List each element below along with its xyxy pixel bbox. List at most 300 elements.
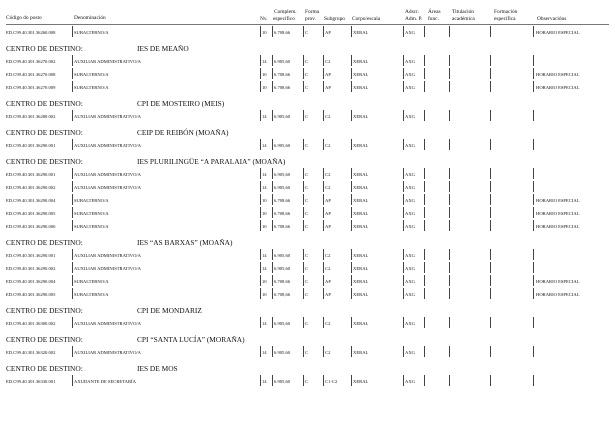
column-divider: [72, 194, 73, 205]
column-divider: [490, 55, 491, 66]
position-adscription: AXG: [405, 30, 415, 35]
column-divider: [323, 168, 324, 179]
column-divider: [403, 139, 404, 150]
column-divider: [490, 139, 491, 150]
column-divider: [351, 249, 352, 260]
column-divider: [403, 26, 404, 37]
column-divider: [490, 168, 491, 179]
position-denomination: AUXILIAR ADMINISTRATIVO/A: [74, 350, 141, 355]
column-divider: [533, 194, 534, 205]
position-form: C: [305, 292, 309, 297]
table-row: [6, 274, 609, 287]
section-heading: [6, 151, 609, 167]
column-divider: [533, 26, 534, 37]
position-subgroup: AP: [325, 72, 331, 77]
header-adsc-top: Adscr.: [405, 9, 419, 15]
position-corps: XERAL: [353, 321, 369, 326]
column-divider: [449, 262, 450, 273]
column-divider: [533, 139, 534, 150]
column-divider: [323, 55, 324, 66]
column-divider: [323, 249, 324, 260]
column-divider: [260, 317, 261, 328]
column-divider: [533, 68, 534, 79]
position-form: C: [305, 211, 309, 216]
column-divider: [449, 68, 450, 79]
position-code: ED.C99.40.301.36330.001: [6, 379, 56, 384]
position-corps: XERAL: [353, 30, 369, 35]
position-observations: HORARIO ESPECIAL: [536, 85, 580, 90]
section-label: CENTRO DE DESTINO:: [6, 157, 83, 166]
column-divider: [72, 220, 73, 231]
position-code: ED.C99.40.301.36320.002: [6, 350, 56, 355]
position-level: 14: [262, 185, 267, 190]
column-divider: [303, 68, 304, 79]
column-divider: [272, 168, 273, 179]
column-divider: [403, 181, 404, 192]
column-divider: [351, 262, 352, 273]
position-form: C: [305, 279, 309, 284]
column-divider: [323, 220, 324, 231]
position-code: ED.C99.40.301.36270.002: [6, 59, 56, 64]
position-denomination: AUXILIAR ADMINISTRATIVO/A: [74, 143, 141, 148]
position-adscription: AXG: [405, 172, 415, 177]
position-subgroup: C2: [325, 172, 331, 177]
position-complement: 6.905,60: [274, 321, 291, 326]
column-divider: [449, 207, 450, 218]
position-denomination: SUBALTERNO/A: [74, 85, 109, 90]
position-adscription: AXG: [405, 253, 415, 258]
column-divider: [490, 207, 491, 218]
column-divider: [323, 346, 324, 357]
column-divider: [403, 194, 404, 205]
column-divider: [272, 194, 273, 205]
column-divider: [403, 317, 404, 328]
position-form: C: [305, 185, 309, 190]
position-corps: XERAL: [353, 59, 369, 64]
position-code: ED.C99.40.301.36270.009: [6, 85, 56, 90]
position-corps: XERAL: [353, 198, 369, 203]
column-divider: [323, 275, 324, 286]
section-center-name: IES “AS BARXAS” (MOAÑA): [137, 238, 233, 247]
position-form: C: [305, 85, 309, 90]
section-heading: [6, 93, 609, 109]
position-denomination: AUXILIAR ADMINISTRATIVO/A: [74, 266, 141, 271]
column-divider: [303, 181, 304, 192]
position-denomination: SUBALTERNO/A: [74, 30, 109, 35]
column-divider: [303, 317, 304, 328]
position-form: C: [305, 350, 309, 355]
column-divider: [323, 68, 324, 79]
column-divider: [424, 81, 425, 92]
position-corps: XERAL: [353, 72, 369, 77]
column-divider: [272, 262, 273, 273]
column-divider: [403, 81, 404, 92]
position-form: C: [305, 224, 309, 229]
position-level: 14: [262, 266, 267, 271]
table-row: [6, 54, 609, 67]
column-divider: [303, 207, 304, 218]
header-areas-top: Áreas: [428, 9, 441, 15]
column-divider: [272, 26, 273, 37]
column-divider: [323, 375, 324, 386]
position-form: C: [305, 198, 309, 203]
position-observations: HORARIO ESPECIAL: [536, 30, 580, 35]
position-adscription: AXG: [405, 350, 415, 355]
position-denomination: SUBALTERNO/A: [74, 279, 109, 284]
position-subgroup: C2: [325, 253, 331, 258]
column-divider: [533, 55, 534, 66]
position-corps: XERAL: [353, 185, 369, 190]
column-divider: [323, 207, 324, 218]
position-corps: XERAL: [353, 350, 369, 355]
column-divider: [490, 346, 491, 357]
column-divider: [260, 110, 261, 121]
position-subgroup: C2: [325, 350, 331, 355]
section-heading: [6, 329, 609, 345]
column-divider: [260, 194, 261, 205]
position-form: C: [305, 59, 309, 64]
table-row: [6, 167, 609, 180]
column-divider: [303, 249, 304, 260]
column-divider: [323, 288, 324, 299]
section-label: CENTRO DE DESTINO:: [6, 335, 83, 344]
column-divider: [533, 181, 534, 192]
column-divider: [533, 249, 534, 260]
table-row: [6, 374, 609, 387]
column-divider: [490, 194, 491, 205]
position-complement: 6.708,66: [274, 30, 291, 35]
column-divider: [272, 55, 273, 66]
position-complement: 6.708,66: [274, 224, 291, 229]
column-divider: [403, 110, 404, 121]
column-divider: [424, 194, 425, 205]
column-divider: [533, 81, 534, 92]
column-divider: [424, 249, 425, 260]
column-divider: [424, 168, 425, 179]
position-code: ED.C99.40.301.36290.001: [6, 253, 56, 258]
column-divider: [272, 317, 273, 328]
column-divider: [351, 68, 352, 79]
position-adscription: AXG: [405, 211, 415, 216]
position-level: 14: [262, 143, 267, 148]
position-code: ED.C99.40.301.36290.006: [6, 224, 56, 229]
header-observations: Observacións: [537, 16, 567, 22]
column-divider: [260, 262, 261, 273]
position-code: ED.C99.40.301.36290.005: [6, 292, 56, 297]
column-divider: [272, 139, 273, 150]
column-divider: [351, 110, 352, 121]
column-divider: [260, 68, 261, 79]
section-heading: [6, 300, 609, 316]
column-divider: [303, 375, 304, 386]
table-row: [6, 180, 609, 193]
section-heading: [6, 358, 609, 374]
column-divider: [72, 262, 73, 273]
column-divider: [351, 26, 352, 37]
section-label: CENTRO DE DESTINO:: [6, 99, 83, 108]
position-level: 10: [262, 224, 267, 229]
column-divider: [490, 262, 491, 273]
table-row: [6, 80, 609, 93]
column-divider: [449, 375, 450, 386]
column-divider: [449, 81, 450, 92]
column-divider: [303, 139, 304, 150]
position-observations: HORARIO ESPECIAL: [536, 198, 580, 203]
column-divider: [424, 346, 425, 357]
column-divider: [449, 288, 450, 299]
column-divider: [260, 288, 261, 299]
position-level: 14: [262, 379, 267, 384]
position-level: 10: [262, 279, 267, 284]
column-divider: [424, 139, 425, 150]
column-divider: [323, 317, 324, 328]
column-divider: [72, 346, 73, 357]
position-code: ED.C99.40.301.36290.002: [6, 266, 56, 271]
column-divider: [533, 317, 534, 328]
table-row: [6, 25, 609, 38]
column-divider: [424, 26, 425, 37]
column-divider: [403, 275, 404, 286]
table-row: [6, 206, 609, 219]
position-denomination: SUBALTERNO/A: [74, 211, 109, 216]
column-divider: [449, 110, 450, 121]
section-center-name: CPI “SANTA LUCÍA” (MORAÑA): [137, 335, 245, 344]
column-divider: [260, 220, 261, 231]
column-divider: [490, 26, 491, 37]
position-form: C: [305, 379, 309, 384]
column-divider: [351, 139, 352, 150]
column-divider: [533, 288, 534, 299]
position-code: ED.C99.40.301.36300.002: [6, 321, 56, 326]
column-divider: [272, 181, 273, 192]
column-divider: [424, 220, 425, 231]
position-level: 10: [262, 198, 267, 203]
position-subgroup: AP: [325, 279, 331, 284]
position-observations: HORARIO ESPECIAL: [536, 292, 580, 297]
column-divider: [490, 68, 491, 79]
column-divider: [272, 346, 273, 357]
table-row: [6, 345, 609, 358]
position-adscription: AXG: [405, 72, 415, 77]
column-divider: [424, 275, 425, 286]
column-divider: [272, 249, 273, 260]
position-complement: 6.708,66: [274, 85, 291, 90]
position-corps: XERAL: [353, 292, 369, 297]
column-divider: [351, 81, 352, 92]
table-row: [6, 138, 609, 151]
column-divider: [533, 262, 534, 273]
column-divider: [260, 168, 261, 179]
position-level: 14: [262, 253, 267, 258]
column-divider: [449, 346, 450, 357]
position-code: ED.C99.40.301.36280.002: [6, 114, 56, 119]
position-denomination: SUBALTERNO/A: [74, 198, 109, 203]
position-subgroup: C2: [325, 143, 331, 148]
column-divider: [403, 262, 404, 273]
position-code: ED.C99.40.301.36290.004: [6, 279, 56, 284]
position-denomination: AXUDANTE DE SECRETARÍA: [74, 379, 136, 384]
column-divider: [424, 181, 425, 192]
position-corps: XERAL: [353, 253, 369, 258]
position-corps: XERAL: [353, 224, 369, 229]
column-divider: [260, 375, 261, 386]
position-corps: XERAL: [353, 172, 369, 177]
position-code: ED.C99.40.301.36270.008: [6, 72, 56, 77]
positions-list: [6, 25, 609, 387]
column-divider: [449, 220, 450, 231]
column-divider: [303, 81, 304, 92]
column-divider: [72, 249, 73, 260]
column-divider: [351, 346, 352, 357]
position-denomination: AUXILIAR ADMINISTRATIVO/A: [74, 321, 141, 326]
header-subgroup: Subgrupo: [324, 16, 345, 22]
column-divider: [351, 220, 352, 231]
column-divider: [72, 81, 73, 92]
position-subgroup: C2: [325, 321, 331, 326]
position-complement: 6.708,66: [274, 211, 291, 216]
column-divider: [303, 220, 304, 231]
column-divider: [260, 346, 261, 357]
position-adscription: AXG: [405, 114, 415, 119]
column-divider: [490, 181, 491, 192]
column-divider: [303, 55, 304, 66]
position-level: 10: [262, 211, 267, 216]
column-divider: [351, 207, 352, 218]
column-divider: [72, 110, 73, 121]
position-complement: 6.708,66: [274, 72, 291, 77]
position-adscription: AXG: [405, 59, 415, 64]
column-divider: [72, 168, 73, 179]
column-divider: [323, 181, 324, 192]
position-complement: 6.905,60: [274, 143, 291, 148]
position-observations: HORARIO ESPECIAL: [536, 72, 580, 77]
column-divider: [533, 220, 534, 231]
column-divider: [403, 68, 404, 79]
column-divider: [449, 317, 450, 328]
column-divider: [424, 68, 425, 79]
position-corps: XERAL: [353, 211, 369, 216]
column-divider: [490, 275, 491, 286]
column-divider: [351, 375, 352, 386]
column-divider: [260, 55, 261, 66]
column-divider: [260, 249, 261, 260]
column-divider: [424, 262, 425, 273]
position-complement: 6.708,66: [274, 292, 291, 297]
column-divider: [72, 55, 73, 66]
column-divider: [72, 68, 73, 79]
section-center-name: CPI DE MONDARIZ: [137, 306, 202, 315]
position-adscription: AXG: [405, 266, 415, 271]
position-complement: 6.708,66: [274, 198, 291, 203]
column-divider: [351, 168, 352, 179]
column-divider: [303, 194, 304, 205]
header-academic-bottom: académica: [452, 16, 475, 22]
column-divider: [449, 249, 450, 260]
position-level: 10: [262, 85, 267, 90]
header-code: Código do posto: [6, 15, 42, 21]
column-divider: [424, 288, 425, 299]
position-adscription: AXG: [405, 292, 415, 297]
header-denomination: Denominación: [74, 15, 106, 21]
column-divider: [533, 168, 534, 179]
column-divider: [260, 181, 261, 192]
column-divider: [72, 275, 73, 286]
column-divider: [490, 288, 491, 299]
section-center-name: CPI DE MOSTEIRO (MEIS): [137, 99, 225, 108]
position-complement: 6.905,60: [274, 379, 291, 384]
position-corps: XERAL: [353, 114, 369, 119]
column-divider: [403, 249, 404, 260]
column-divider: [72, 181, 73, 192]
column-divider: [351, 317, 352, 328]
column-divider: [272, 110, 273, 121]
table-row: [6, 316, 609, 329]
section-heading: [6, 38, 609, 54]
position-complement: 6.905,60: [274, 350, 291, 355]
column-divider: [490, 81, 491, 92]
table-row: [6, 67, 609, 80]
column-divider: [449, 139, 450, 150]
position-complement: 6.905,60: [274, 59, 291, 64]
column-divider: [72, 317, 73, 328]
position-subgroup: AP: [325, 211, 331, 216]
position-level: 10: [262, 72, 267, 77]
column-divider: [424, 317, 425, 328]
table-row: [6, 287, 609, 300]
column-divider: [533, 275, 534, 286]
position-complement: 6.905,60: [274, 185, 291, 190]
position-denomination: SUBALTERNO/A: [74, 292, 109, 297]
position-form: C: [305, 114, 309, 119]
position-form: C: [305, 321, 309, 326]
section-label: CENTRO DE DESTINO:: [6, 238, 83, 247]
position-complement: 6.708,66: [274, 279, 291, 284]
column-divider: [260, 81, 261, 92]
header-form-bottom: prov.: [305, 16, 316, 22]
position-code: ED.C99.40.301.36290.001: [6, 143, 56, 148]
table-row: [6, 193, 609, 206]
header-corps: Corpo/escala: [352, 16, 381, 22]
position-form: C: [305, 172, 309, 177]
column-divider: [272, 220, 273, 231]
column-divider: [260, 139, 261, 150]
position-denomination: AUXILIAR ADMINISTRATIVO/A: [74, 114, 141, 119]
column-divider: [272, 375, 273, 386]
position-adscription: AXG: [405, 279, 415, 284]
position-code: ED.C99.40.301.36260.008: [6, 30, 56, 35]
column-divider: [351, 181, 352, 192]
column-divider: [490, 220, 491, 231]
column-divider: [449, 26, 450, 37]
position-form: C: [305, 143, 309, 148]
section-label: CENTRO DE DESTINO:: [6, 44, 83, 53]
column-divider: [490, 249, 491, 260]
position-subgroup: C2: [325, 59, 331, 64]
header-adsc-bottom: Adm. P.: [405, 16, 423, 22]
position-complement: 6.905,60: [274, 172, 291, 177]
position-level: 10: [262, 30, 267, 35]
column-divider: [303, 288, 304, 299]
column-divider: [260, 275, 261, 286]
header-complement-bottom: específico: [273, 16, 295, 22]
position-level: 14: [262, 114, 267, 119]
section-center-name: CEIP DE REIBÓN (MOAÑA): [137, 128, 229, 137]
column-divider: [303, 168, 304, 179]
column-divider: [351, 55, 352, 66]
column-divider: [351, 275, 352, 286]
section-center-name: IES DE MOS: [137, 364, 178, 373]
position-level: 14: [262, 350, 267, 355]
